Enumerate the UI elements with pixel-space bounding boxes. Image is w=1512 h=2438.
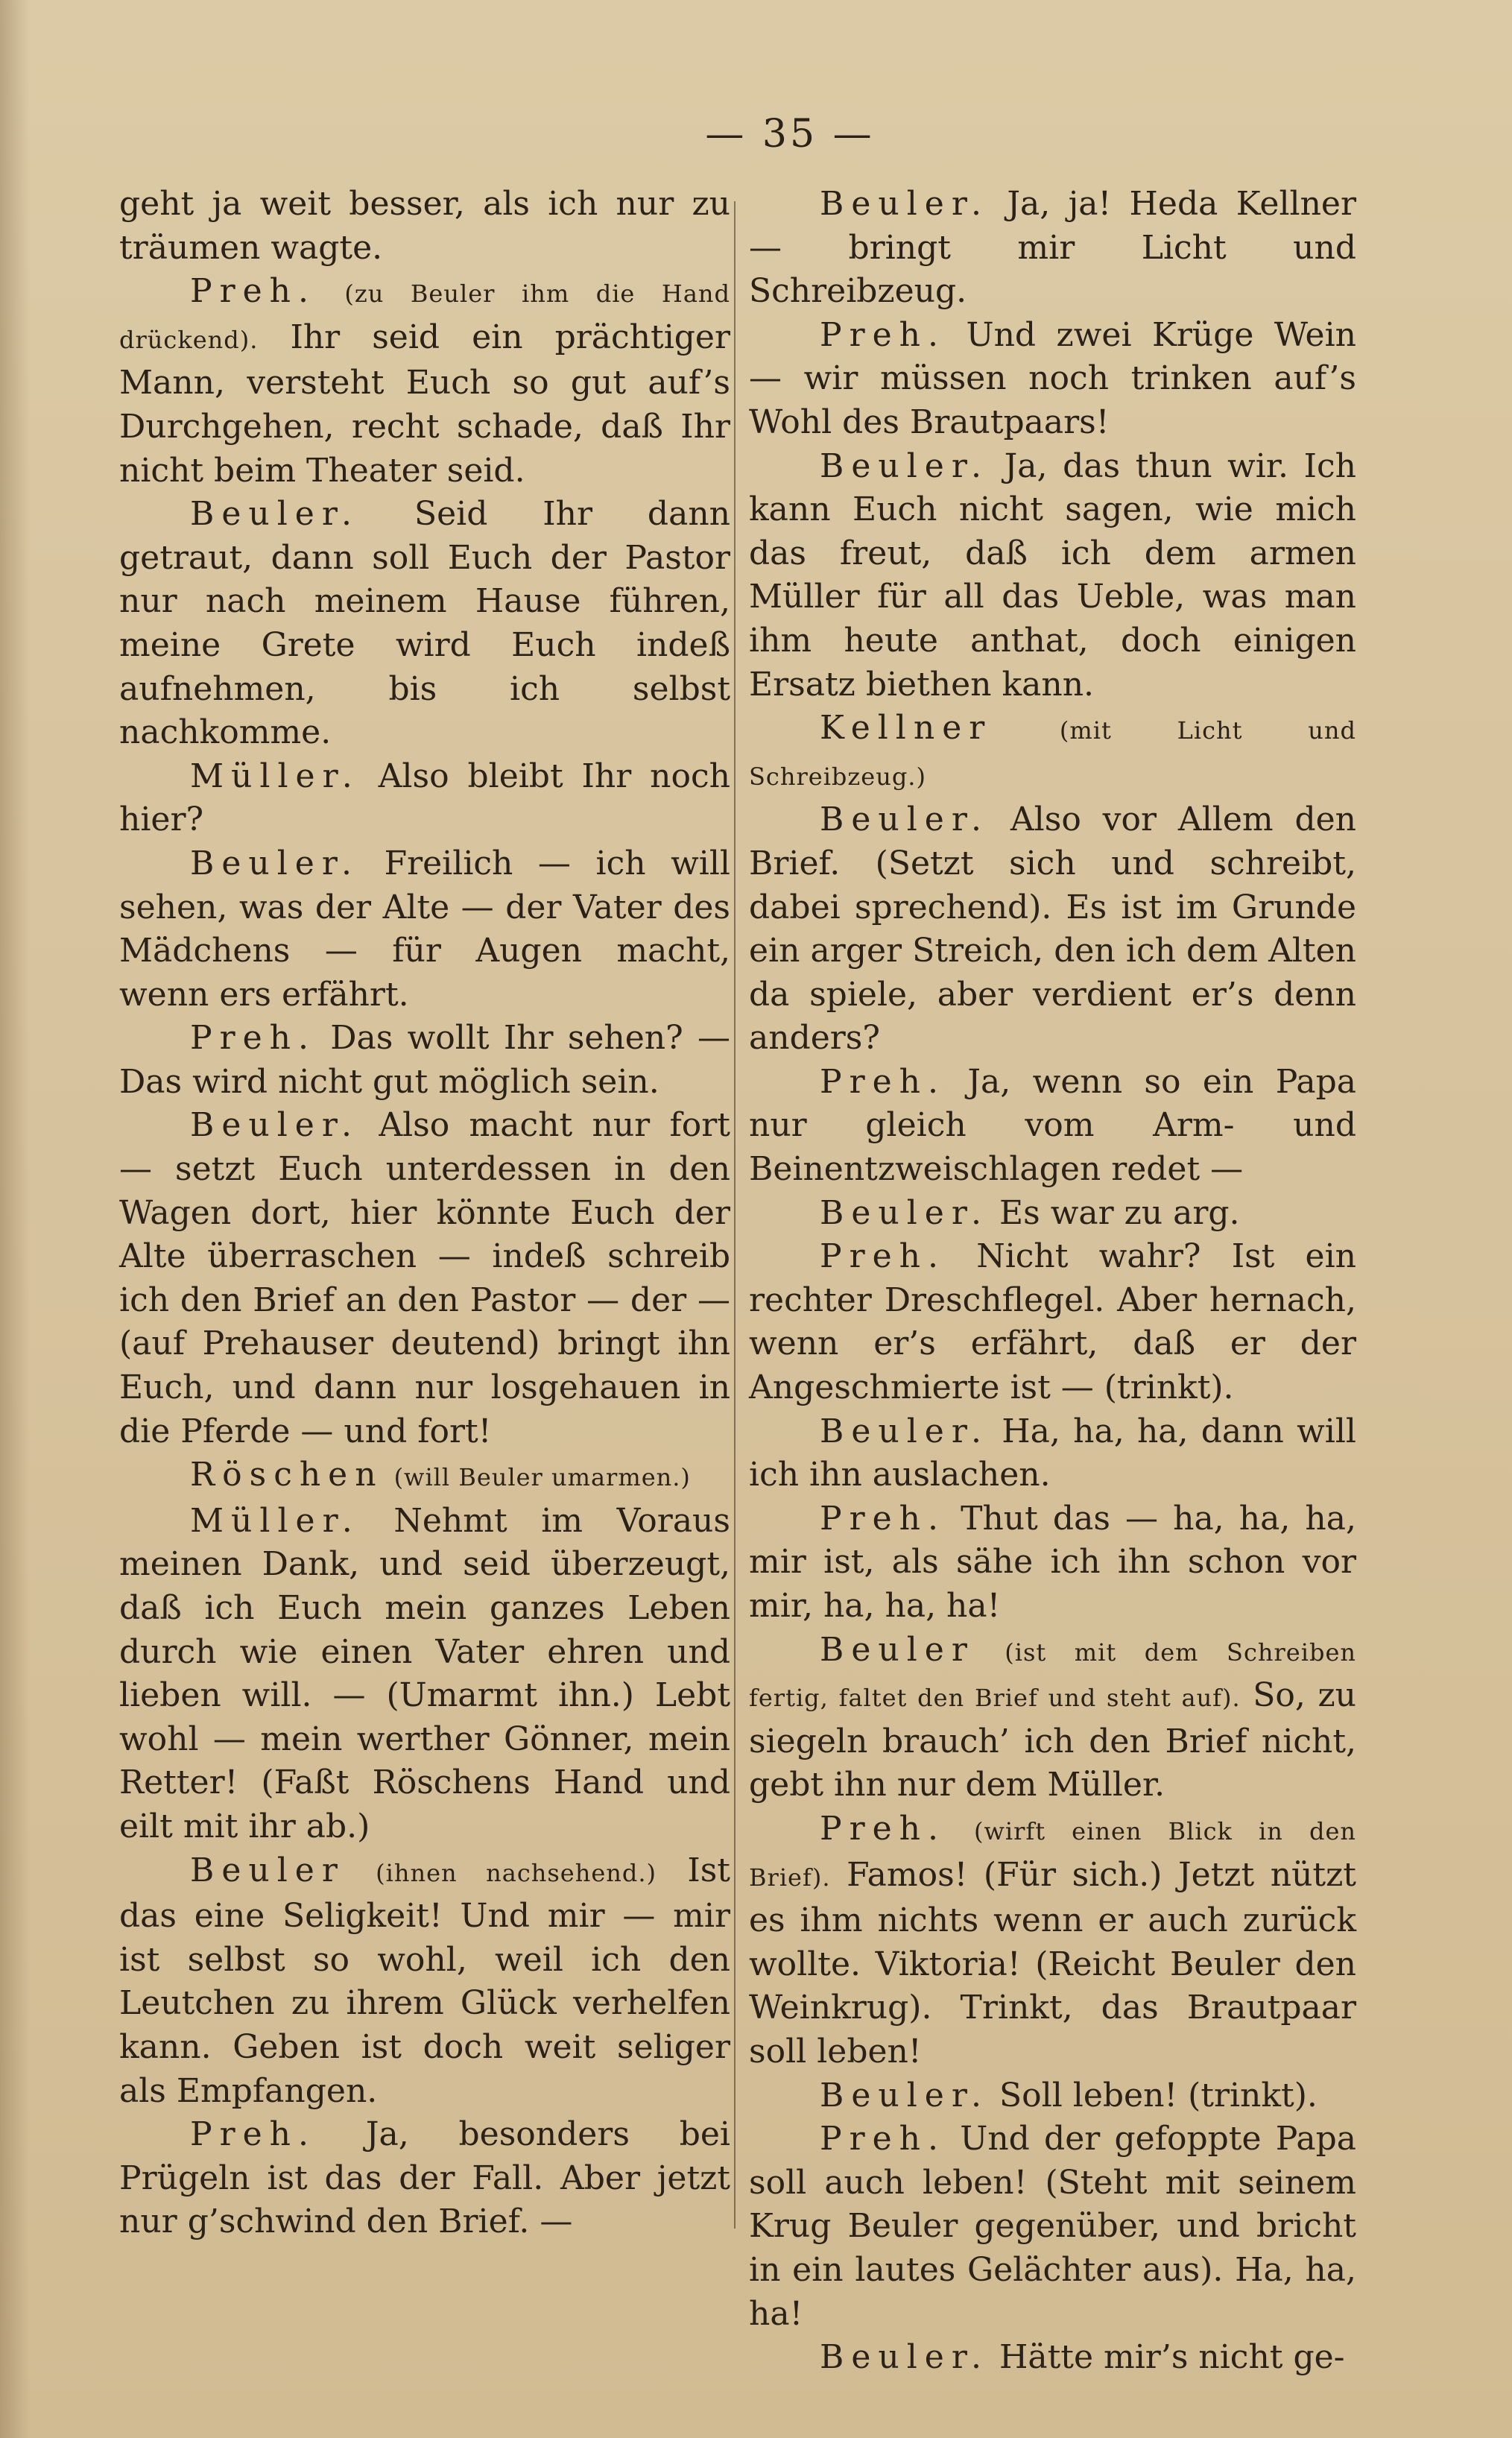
speaker-name: Preh.: [820, 1499, 946, 1538]
speaker-name: Preh.: [820, 1237, 946, 1276]
dialogue-text: Ihr seid ein prächtiger Mann, versteht Euch so gut auf’s Durchgehen, recht schade, daß Ihr nicht beim Theater seid.: [119, 318, 730, 490]
page-edge-shadow: [0, 0, 30, 2438]
dialogue-paragraph: [119, 270, 730, 493]
speaker-name: Preh.: [820, 1062, 946, 1101]
dialogue-text: Freilich — ich will sehen, was der Alte — der Vater des Mädchens — für Augen macht, wenn ers erfährt.: [119, 844, 730, 1014]
dialogue-paragraph: [119, 2113, 730, 2244]
dialogue-paragraph: [749, 445, 1356, 707]
dialogue-paragraph: [749, 707, 1356, 798]
dialogue-text: Das wollt Ihr sehen? — Das wird nicht gut möglich sein.: [119, 1019, 730, 1101]
dialogue-text: Ja, wenn so ein Papa nur gleich vom Arm- und Beinentzweischlagen redet —: [749, 1062, 1356, 1189]
dialogue-paragraph: [749, 1629, 1356, 1807]
speaker-name: Kellner: [820, 709, 993, 748]
dialogue-paragraph: [119, 1104, 730, 1453]
speaker-name: Preh.: [190, 1019, 317, 1058]
dialogue-paragraph: [749, 798, 1356, 1061]
dialogue-paragraph: [119, 1017, 730, 1104]
dialogue-paragraph: [119, 493, 730, 755]
dialogue-paragraph: [749, 1235, 1356, 1409]
speaker-name: Preh.: [190, 2115, 317, 2154]
dialogue-paragraph: [749, 1807, 1356, 2074]
speaker-name: Beuler.: [190, 495, 360, 534]
speaker-name: Müller.: [190, 1501, 360, 1540]
dialogue-text: Nicht wahr? Ist ein rechter Dreschflegel. Aber hernach, wenn er’s erfährt, daß er der Angeschmierte ist — (trinkt).: [749, 1237, 1356, 1407]
dialogue-text: Famos! (Für sich.) Jetzt nützt es ihm nichts wenn er auch zurück wollte. Viktoria! (Reicht Beuler den Weinkrug). Trinkt, das Brautpaar soll leben!: [749, 1855, 1356, 2071]
speaker-name: Beuler.: [820, 185, 990, 223]
speaker-name: Beuler.: [190, 1106, 360, 1145]
dialogue-text: Und zwei Krüge Wein — wir müssen noch trinken auf’s Wohl des Brautpaars!: [749, 315, 1356, 441]
dialogue-text: Ja, besonders bei Prügeln ist das der Fall. Aber jetzt nur g’schwind den Brief. —: [119, 2115, 730, 2241]
stage-direction: (ist mit dem Schreiben fertig, faltet den Brief und steht auf).: [749, 1638, 1356, 1713]
dialogue-paragraph: [749, 1497, 1356, 1629]
dialogue-paragraph: [749, 2074, 1356, 2118]
dialogue-text: Nehmt im Voraus meinen Dank, und seid überzeugt, daß ich Euch mein ganzes Leben durch wie einen Vater ehren und lieben will. — (Umarmt ihn.) Lebt wohl — mein werther Gönner, mein Retter! (Faßt Röschens Hand und eilt mit ihr ab.): [119, 1501, 730, 1845]
dialogue-text: Ha, ha, ha, dann will ich ihn auslachen.: [749, 1412, 1356, 1494]
dialogue-paragraph: [749, 2336, 1356, 2380]
speaker-name: Beuler.: [820, 2338, 990, 2377]
speaker-name: Preh.: [820, 2120, 946, 2158]
dialogue-paragraph: [119, 755, 730, 842]
dialogue-paragraph: [119, 1453, 730, 1500]
right-column: [749, 183, 1356, 2380]
stage-direction: (zu Beuler ihm die Hand drückend).: [119, 280, 730, 354]
dialogue-text: Also bleibt Ihr noch hier?: [119, 757, 730, 839]
dialogue-text: Soll leben! (trinkt).: [999, 2076, 1318, 2115]
dialogue-paragraph: [749, 183, 1356, 314]
speaker-name: Beuler.: [820, 1412, 990, 1450]
dialogue-paragraph: [119, 1849, 730, 2114]
dialogue-text: Es war zu arg.: [999, 1193, 1240, 1232]
dialogue-text: Also macht nur fort — setzt Euch unterdessen in den Wagen dort, hier könnte Euch der Alte überraschen — indeß schreib ich den Brief an den Pastor — der — (auf Prehauser deutend) bringt ihn Euch, und dann nur losgehauen in die Pferde — und fort!: [119, 1106, 730, 1450]
stage-direction: (will Beuler umarmen.): [393, 1463, 691, 1492]
dialogue-text: Und der gefoppte Papa soll auch leben! (Steht mit seinem Krug Beuler gegenüber, und bricht in ein lautes Gelächter aus). Ha, ha, ha!: [749, 2120, 1356, 2333]
dialogue-paragraph: [749, 1192, 1356, 1236]
dialogue-paragraph: [749, 1410, 1356, 1497]
speaker-name: Beuler.: [190, 844, 360, 882]
dialogue-text: Seid Ihr dann getraut, dann soll Euch der Pastor nur nach meinem Hause führen, meine Grete wird Euch indeß aufnehmen, bis ich selbst nachkomme.: [119, 495, 730, 752]
dialogue-paragraph: [119, 842, 730, 1017]
dialogue-text: Ja, ja! Heda Kellner — bringt mir Licht und Schreibzeug.: [749, 185, 1356, 311]
page-number: — 35 —: [705, 112, 875, 157]
dialogue-text: Ist das eine Seligkeit! Und mir — mir ist selbst so wohl, weil ich den Leutchen zu ihrem Glück verhelfen kann. Geben ist doch weit seliger als Empfangen.: [119, 1851, 730, 2110]
speaker-name: Beuler: [820, 1630, 975, 1669]
speaker-name: Beuler.: [820, 800, 990, 839]
speaker-name: Beuler.: [820, 2076, 990, 2115]
speaker-name: Beuler: [190, 1851, 345, 1889]
speaker-name: Beuler.: [820, 1193, 990, 1232]
dialogue-text: Thut das — ha, ha, ha, mir ist, als sähe ich ihn schon vor mir, ha, ha, ha!: [749, 1499, 1356, 1625]
column-divider: [734, 201, 736, 2229]
stage-direction: (ihnen nachsehend.): [376, 1858, 657, 1887]
speaker-name: Müller.: [190, 757, 360, 795]
dialogue-text: geht ja weit besser, als ich nur zu träumen wagte.: [119, 185, 730, 267]
dialogue-paragraph: [749, 314, 1356, 445]
dialogue-paragraph: [749, 2118, 1356, 2336]
speaker-name: Beuler.: [820, 446, 990, 485]
stage-direction: (wirft einen Blick in den Brief).: [749, 1816, 1356, 1892]
speaker-name: Preh.: [820, 1809, 946, 1848]
speaker-name: Preh.: [820, 315, 946, 354]
dialogue-text: So, zu siegeln brauch’ ich den Brief nicht, gebt ihn nur dem Müller.: [749, 1676, 1357, 1804]
dialogue-paragraph: [749, 1061, 1356, 1192]
left-column: [119, 183, 730, 2244]
dialogue-text: Also vor Allem den Brief. (Setzt sich und schreibt, dabei sprechend). Es ist im Grunde ein arger Streich, den ich dem Alten da spiele, aber verdient er’s denn anders?: [749, 800, 1356, 1058]
stage-direction: (mit Licht und Schreibzeug.): [749, 716, 1356, 791]
dialogue-text: Ja, das thun wir. Ich kann Euch nicht sagen, wie mich das freut, daß ich dem armen Müller für all das Ueble, was man ihm heute anthat, doch einigen Ersatz biethen kann.: [749, 446, 1356, 704]
speaker-name: Röschen: [190, 1456, 384, 1494]
dialogue-text: Hätte mir’s nicht ge-: [999, 2338, 1345, 2377]
dialogue-paragraph: [119, 1500, 730, 1849]
dialogue-paragraph: [119, 183, 730, 270]
speaker-name: Preh.: [190, 272, 317, 311]
